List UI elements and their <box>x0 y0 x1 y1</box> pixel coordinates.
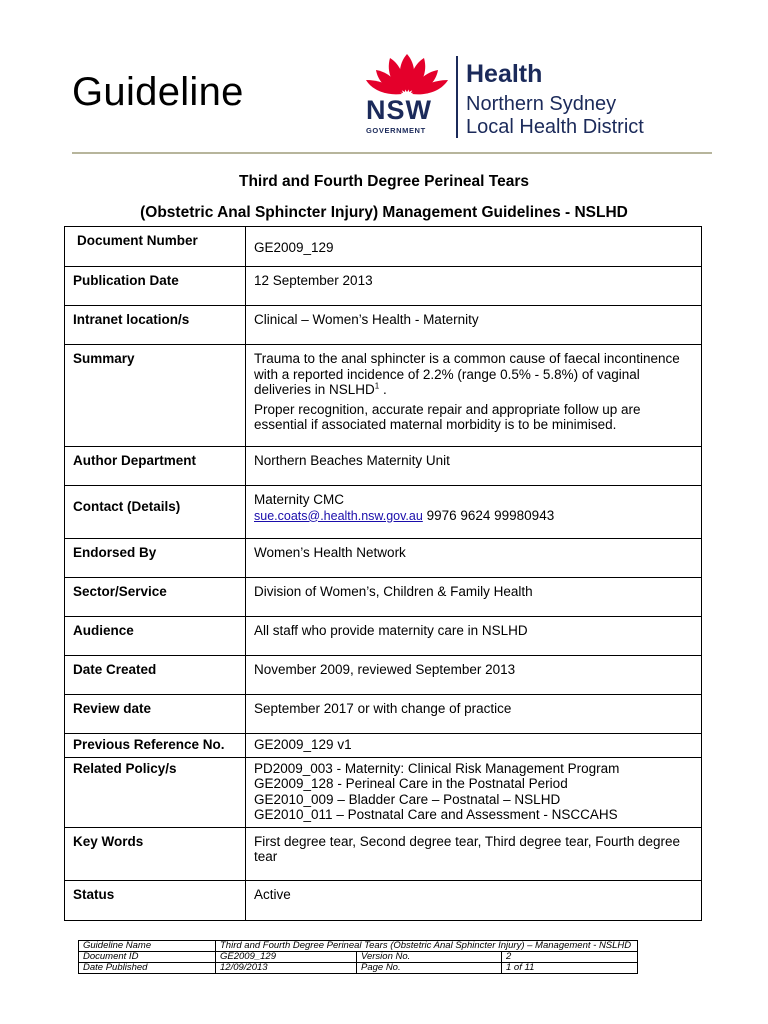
row-label: Sector/Service <box>65 578 246 617</box>
footer-table <box>78 940 638 974</box>
table-row <box>65 827 702 880</box>
footer-value: 2 <box>502 952 638 963</box>
header-divider <box>72 152 712 154</box>
footer-row <box>79 963 638 974</box>
row-label: Intranet location/s <box>65 306 246 345</box>
footer-label: Page No. <box>357 963 502 974</box>
row-label: Key Words <box>65 827 246 880</box>
document-title-line2: (Obstetric Anal Sphincter Injury) Management Guidelines - NSLHD <box>140 204 628 221</box>
document-title-line1: Third and Fourth Degree Perineal Tears <box>239 173 529 190</box>
table-row <box>65 486 702 539</box>
footer-value: GE2009_129 <box>216 952 357 963</box>
row-value: GE2009_129 v1 <box>246 734 702 758</box>
contact-name: Maternity CMC <box>254 492 345 507</box>
row-label: Audience <box>65 617 246 656</box>
table-row <box>65 757 702 827</box>
contact-phones: 9976 9624 99980943 <box>426 507 555 523</box>
health-wordmark: Health <box>466 60 543 88</box>
row-value: First degree tear, Second degree tear, Third degree tear, Fourth degree tear <box>246 827 702 880</box>
related-policy-item: GE2010_011 – Postnatal Care and Assessment - NSCCAHS <box>254 807 618 822</box>
table-row <box>65 539 702 578</box>
row-label: Review date <box>65 695 246 734</box>
nsw-wordmark: NSW <box>366 95 432 125</box>
footer-label: Guideline Name <box>79 941 216 952</box>
summary-paragraph: Trauma to the anal sphincter is a common cause of faecal incontinence with a reported incidence of 2.2% (range 0.5% - 5.8%) of vaginal deliveries in NSLHD$^1$ . <box>254 351 680 397</box>
table-row <box>65 734 702 758</box>
table-row <box>65 880 702 920</box>
table-row <box>65 267 702 306</box>
row-value <box>246 757 702 827</box>
row-label: Date Created <box>65 656 246 695</box>
footer-row <box>79 941 638 952</box>
row-label: Contact (Details) <box>65 486 246 539</box>
row-value: Division of Women’s, Children & Family Health <box>246 578 702 617</box>
footer-value: 1 of 11 <box>502 963 638 974</box>
table-row <box>65 227 702 267</box>
row-label: Previous Reference No. <box>65 734 246 758</box>
table-row <box>65 695 702 734</box>
table-row <box>65 656 702 695</box>
related-policy-item: PD2009_003 - Maternity: Clinical Risk Management Program <box>254 760 620 776</box>
table-row <box>65 345 702 447</box>
row-label: Publication Date <box>65 267 246 306</box>
table-row <box>65 578 702 617</box>
row-value: November 2009, reviewed September 2013 <box>246 656 702 695</box>
waratah-flower-icon <box>364 52 450 96</box>
related-policy-item: GE2009_128 - Perineal Care in the Postnatal Period <box>254 776 568 791</box>
nsw-health-logo <box>360 52 700 142</box>
row-value <box>246 486 702 539</box>
row-value: All staff who provide maternity care in NSLHD <box>246 617 702 656</box>
row-label: Document Number <box>65 227 246 267</box>
row-label: Endorsed By <box>65 539 246 578</box>
document-number-value: GE2009_129 <box>254 240 334 255</box>
row-value: September 2017 or with change of practice <box>246 695 702 734</box>
contact-details <box>254 508 693 525</box>
table-row <box>65 306 702 345</box>
footer-label: Version No. <box>357 952 502 963</box>
document-info-table <box>64 226 702 921</box>
row-value: 12 September 2013 <box>246 267 702 306</box>
footer-label: Document ID <box>79 952 216 963</box>
summary-paragraph: Proper recognition, accurate repair and appropriate follow up are essential if associated maternal morbidity is to be minimised. <box>254 401 641 432</box>
related-policy-item: GE2010_009 – Bladder Care – Postnatal – NSLHD <box>254 791 561 807</box>
row-value: Northern Beaches Maternity Unit <box>246 447 702 486</box>
row-value: Clinical – Women’s Health - Maternity <box>246 306 702 345</box>
logo-divider <box>456 56 458 138</box>
government-wordmark: GOVERNMENT <box>366 126 426 135</box>
footer-row <box>79 952 638 963</box>
org-name-line1: Northern Sydney <box>466 93 617 115</box>
row-label: Summary <box>65 345 246 447</box>
table-row <box>65 447 702 486</box>
table-row <box>65 617 702 656</box>
row-value: Women’s Health Network <box>246 539 702 578</box>
row-label: Status <box>65 880 246 920</box>
row-value <box>246 227 702 267</box>
row-label: Author Department <box>65 447 246 486</box>
row-value: Active <box>246 880 702 920</box>
footer-value: Third and Fourth Degree Perineal Tears (Obstetric Anal Sphincter Injury) – Management - NSLHD <box>216 941 638 952</box>
footer-label: Date Published <box>79 963 216 974</box>
row-label: Related Policy/s <box>65 757 246 827</box>
page-heading: Guideline <box>72 70 244 114</box>
contact-email-link[interactable]: sue.coats@.health.nsw.gov.au <box>254 508 423 523</box>
footer-value: 12/09/2013 <box>216 963 357 974</box>
org-name-line2: Local Health District <box>466 116 644 138</box>
row-value <box>246 345 702 447</box>
